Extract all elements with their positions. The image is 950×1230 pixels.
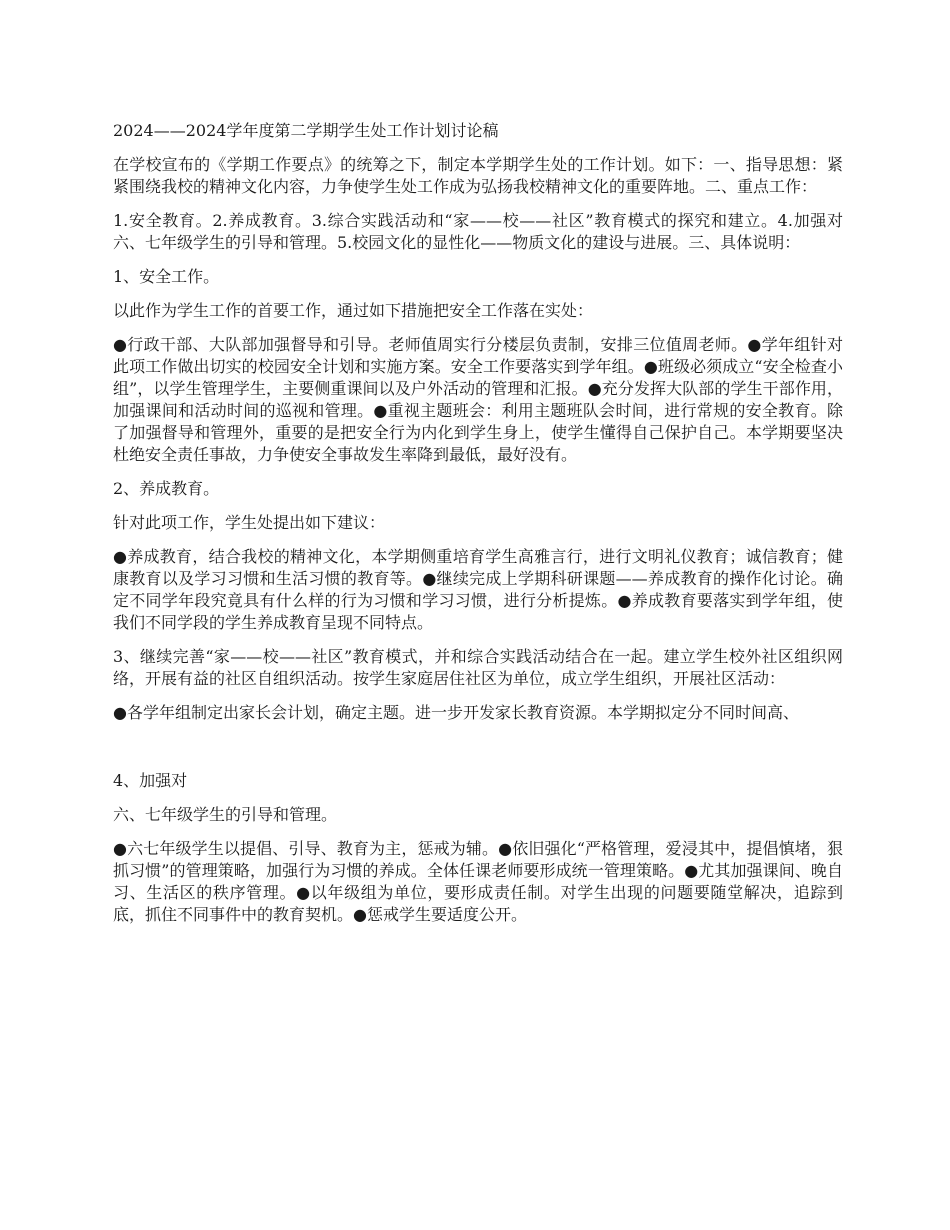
paragraph-guiding-ideas: 在学校宣布的《学期工作要点》的统筹之下，制定本学期学生处的工作计划。如下：一、指导思想：紧紧围绕我校的精神文化内容，力争使学生处工作成为弘扬我校精神文化的重要阵地。二、重点工作： xyxy=(113,155,843,196)
paragraph-habit-measures: ●养成教育，结合我校的精神文化，本学期侧重培育学生高雅言行，进行文明礼仪教育；诚信教育；健康教育以及学习习惯和生活习惯的教育等。●继续完成上学期科研课题——养成教育的操作化讨论。确定不同学年段究竟具有什么样的行为习惯和学习习惯，进行分析提炼。●养成教育要落实到学年组，使我们不同学段的学生养成教育呈现不同特点。 xyxy=(113,547,843,632)
document-page xyxy=(113,120,843,938)
heading-strengthen: 4、加强对 xyxy=(113,771,188,790)
paragraph-community-model: 3、继续完善“家——校——社区”教育模式，并和综合实践活动结合在一起。建立学生校外社区组织网络，开展有益的社区自组织活动。按学生家庭居住社区为单位，成立学生组织，开展社区活动： xyxy=(113,647,843,688)
paragraph-parent-meeting: ●各学年组制定出家长会计划，确定主题。进一步开发家长教育资源。本学期拟定分不同时间高、 xyxy=(113,703,799,722)
heading-habit-education: 2、养成教育。 xyxy=(113,479,220,498)
heading-grade-management: 六、七年级学生的引导和管理。 xyxy=(113,805,338,824)
paragraph-key-work: 1.安全教育。2.养成教育。3.综合实践活动和“家——校——社区”教育模式的探究和建立。4.加强对六、七年级学生的引导和管理。5.校园文化的显性化——物质文化的建设与进展。三、具体说明： xyxy=(113,211,843,252)
paragraph-safety-measures: ●行政干部、大队部加强督导和引导。老师值周实行分楼层负责制，安排三位值周老师。●学年组针对此项工作做出切实的校园安全计划和实施方案。安全工作要落实到学年组。●班级必须成立“安全检查小组”，以学生管理学生，主要侧重课间以及户外活动的管理和汇报。●充分发挥大队部的学生干部作用，加强课间和活动时间的巡视和管理。●重视主题班会：利用主题班队会时间，进行常规的安全教育。除了加强督导和管理外，重要的是把安全行为内化到学生身上，使学生懂得自己保护自己。本学期要坚决杜绝安全责任事故，力争使安全事故发生率降到最低，最好没有。 xyxy=(113,335,843,464)
blank-gap xyxy=(113,736,843,770)
heading-safety-work: 1、安全工作。 xyxy=(113,267,220,286)
document-title: 2024——2024学年度第二学期学生处工作计划讨论稿 xyxy=(113,121,499,140)
paragraph-safety-intro: 以此作为学生工作的首要工作，通过如下措施把安全工作落在实处： xyxy=(113,301,594,320)
paragraph-grade-measures: ●六七年级学生以提倡、引导、教育为主，惩戒为辅。●依旧强化“严格管理，爱浸其中，提倡慎堵，狠抓习惯”的管理策略，加强行为习惯的养成。全体任课老师要形成统一管理策略。●尤其加强课间、晚自习、生活区的秩序管理。●以年级组为单位，要形成责任制。对学生出现的问题要随堂解决，追踪到底，抓住不同事件中的教育契机。●惩戒学生要适度公开。 xyxy=(113,839,843,924)
paragraph-habit-intro: 针对此项工作，学生处提出如下建议： xyxy=(113,513,386,532)
